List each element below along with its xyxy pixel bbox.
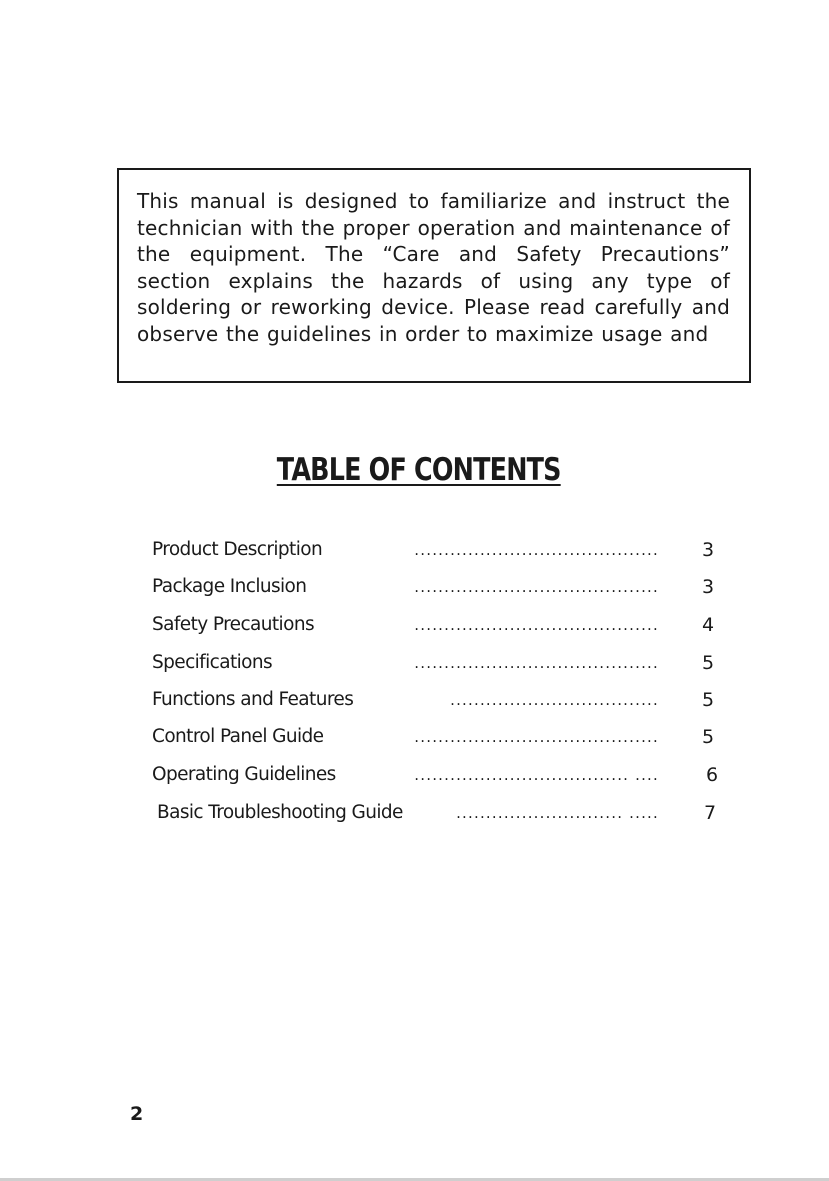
toc-entry [0,798,829,828]
toc-entry-label: Package Inclusion [152,576,307,597]
toc-entry-page: 6 [706,764,719,786]
toc-entry [0,572,829,602]
toc-entry-label: Control Panel Guide [152,726,324,747]
toc-entry-label: Safety Precautions [152,614,314,635]
toc-entry [0,722,829,752]
toc-entry-label: Product Description [152,539,323,560]
toc-entry [0,685,829,715]
toc-entry [0,760,829,790]
toc-entry-label: Specifications [152,652,273,673]
toc-entry-leader: ......................................... [414,654,659,672]
toc-entry-label: Functions and Features [152,689,354,710]
toc-title-text: TABLE OF CONTENTS [276,452,561,488]
toc-entry-page: 5 [702,689,715,711]
toc-entry-leader: ............................ ..... [456,804,659,822]
toc-entry-leader: ......................................... [414,728,659,746]
toc-entry-page: 5 [702,726,715,748]
toc-entry-page: 3 [702,539,715,561]
toc-entry [0,648,829,678]
toc-entry-page: 3 [702,576,715,598]
toc-entry-leader: ......................................... [414,541,659,559]
intro-box [117,168,751,383]
page-number: 2 [130,1103,144,1125]
toc-entry [0,535,829,565]
toc-entry-leader: .................................... .... [414,766,659,784]
toc-entry-label: Operating Guidelines [152,764,336,785]
toc-entry-page: 4 [702,614,715,636]
toc-entry-leader: ......................................... [414,616,659,634]
toc-entry [0,610,829,640]
toc-title [79,450,759,490]
intro-paragraph: This manual is designed to familiarize and instruct the technician with the proper operation and maintenance of the equipment. The “Care and Safety Precautions” section explains the hazards of using any type of soldering or reworking device. Please read carefully and observe the guidelines in order to maximize usage and [137,189,730,346]
toc-entry-label: Basic Troubleshooting Guide [157,802,403,823]
toc-entry-page: 5 [702,652,715,674]
toc-entry-page: 7 [704,802,717,824]
toc-entry-leader: ................................... [450,691,659,709]
toc-entry-leader: ......................................... [414,578,659,596]
